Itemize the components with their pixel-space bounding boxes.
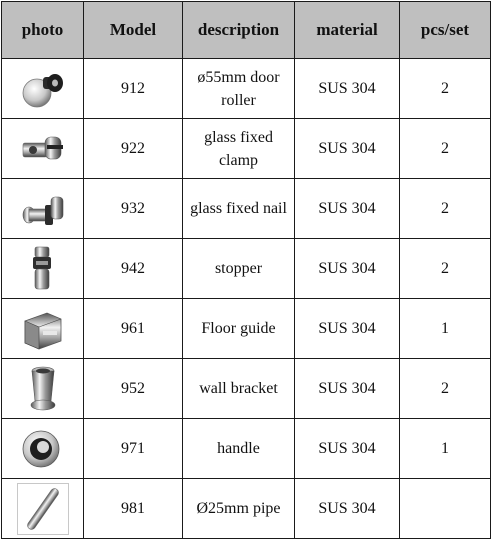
photo-cell [2,479,84,539]
description-cell: Ø25mm pipe [183,479,295,539]
header-row [2,2,491,59]
header-model: Model [84,2,183,59]
glass-fixed-clamp-icon [17,123,69,175]
material-cell: SUS 304 [295,179,400,239]
description-cell: glass fixed nail [183,179,295,239]
description-cell: ø55mm door roller [183,59,295,119]
pcs-cell: 2 [400,359,491,419]
material-cell: SUS 304 [295,59,400,119]
table-row [2,359,491,419]
model-cell: 922 [84,119,183,179]
table-row [2,239,491,299]
description-cell: glass fixed clamp [183,119,295,179]
photo-cell [2,179,84,239]
header-description: description [183,2,295,59]
pcs-cell: 2 [400,179,491,239]
model-cell: 961 [84,299,183,359]
pcs-cell: 1 [400,419,491,479]
photo-cell [2,359,84,419]
photo-cell [2,239,84,299]
pcs-cell: 2 [400,239,491,299]
door-roller-icon [17,63,69,115]
pcs-cell: 2 [400,59,491,119]
photo-cell [2,299,84,359]
floor-guide-icon [17,303,69,355]
material-cell: SUS 304 [295,479,400,539]
photo-cell [2,59,84,119]
table-row [2,59,491,119]
header-pcs-per-set: pcs/set [400,2,491,59]
photo-cell [2,419,84,479]
description-cell: Floor guide [183,299,295,359]
description-cell: stopper [183,239,295,299]
pcs-cell [400,479,491,539]
wall-bracket-icon [17,363,69,415]
model-cell: 952 [84,359,183,419]
model-cell: 981 [84,479,183,539]
parts-table [1,1,491,539]
material-cell: SUS 304 [295,419,400,479]
model-cell: 971 [84,419,183,479]
table-row [2,179,491,239]
material-cell: SUS 304 [295,239,400,299]
glass-fixed-nail-icon [17,183,69,235]
material-cell: SUS 304 [295,359,400,419]
table-row [2,419,491,479]
header-material: material [295,2,400,59]
table-row [2,119,491,179]
pcs-cell: 2 [400,119,491,179]
table-row [2,299,491,359]
table-row [2,479,491,539]
pipe-icon [17,483,69,535]
handle-icon [17,423,69,475]
model-cell: 942 [84,239,183,299]
description-cell: wall bracket [183,359,295,419]
photo-cell [2,119,84,179]
pcs-cell: 1 [400,299,491,359]
material-cell: SUS 304 [295,299,400,359]
model-cell: 932 [84,179,183,239]
header-photo: photo [2,2,84,59]
description-cell: handle [183,419,295,479]
material-cell: SUS 304 [295,119,400,179]
stopper-icon [17,243,69,295]
model-cell: 912 [84,59,183,119]
